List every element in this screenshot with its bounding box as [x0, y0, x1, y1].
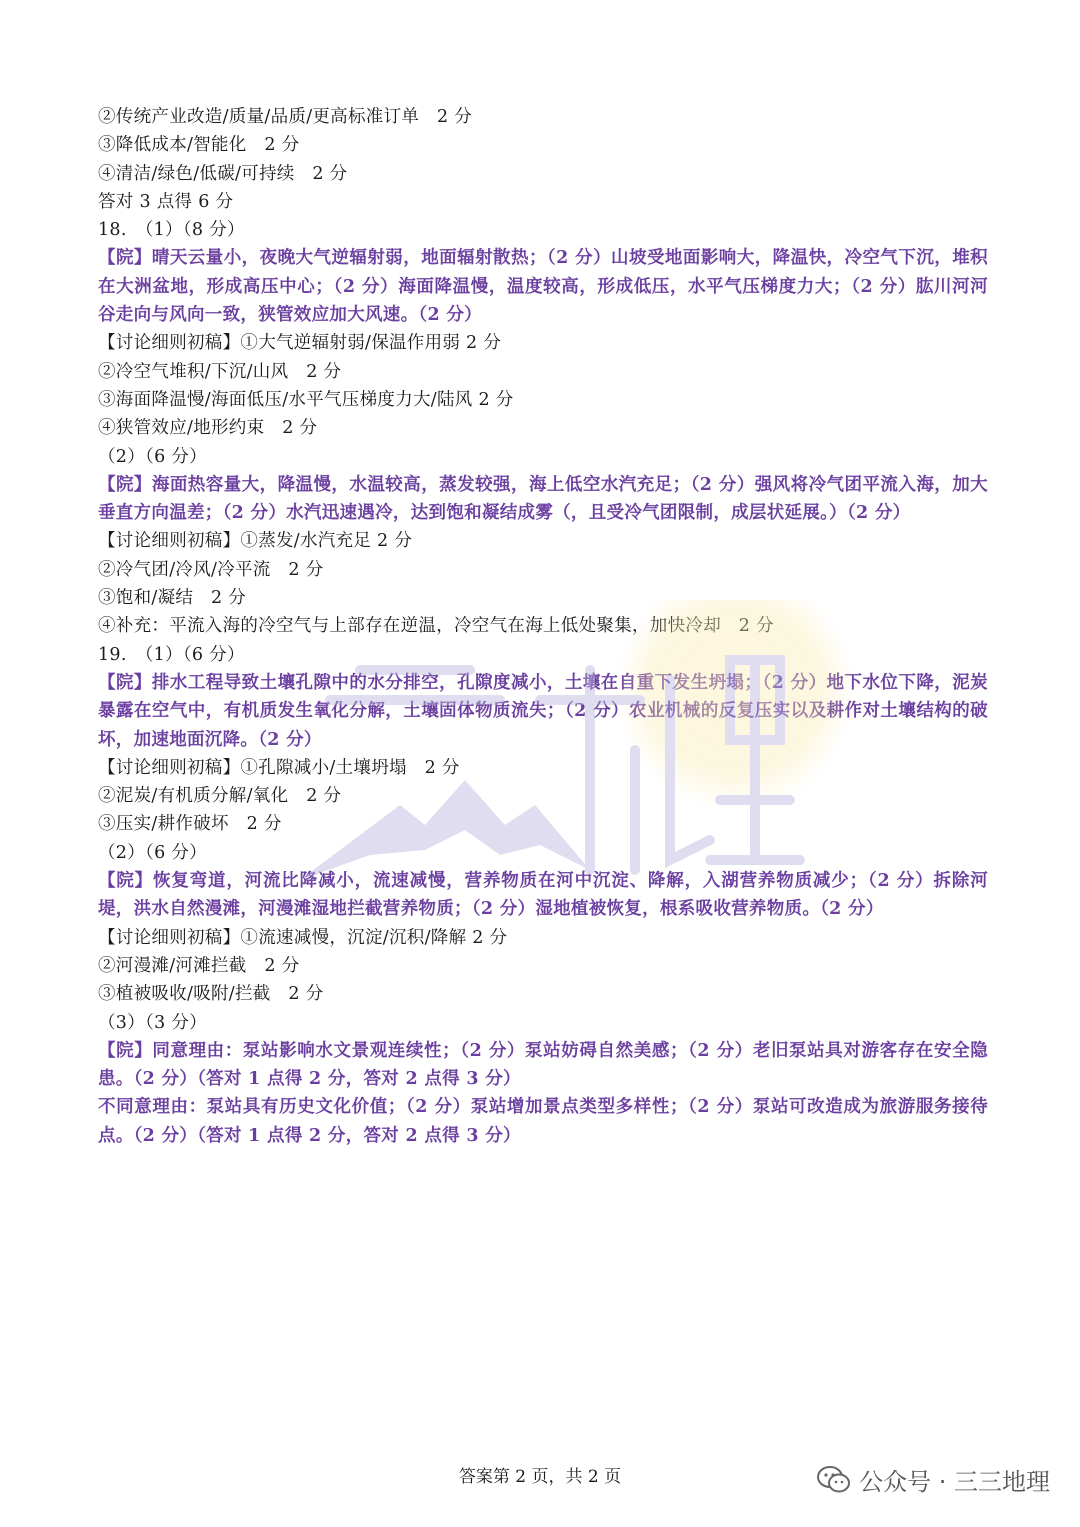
- text-line: ②冷空气堆积/下沉/山风 2 分: [98, 361, 342, 382]
- text-line: 18. （1）（8 分）: [98, 220, 245, 241]
- text-line: ④清洁/绿色/低碳/可持续 2 分: [98, 163, 348, 184]
- page-footer: 答案第 2 页，共 2 页: [458, 1467, 622, 1487]
- text-line: ④补充：平流入海的冷空气与上部存在逆温，冷空气在海上低处聚集，加快冷却 2 分: [98, 616, 774, 637]
- text-line: （2）（6 分）: [98, 446, 207, 467]
- text-line: ②传统产业改造/质量/品质/更高标准订单 2 分: [98, 107, 473, 127]
- answer-paragraph: 【院】晴天云量小，夜晚大气逆辐射弱，地面辐射散热；（2 分）山坡受地面影响大，降温快，冷空气下沉，堆积在大洲盆地，形成高压中心；（2 分）海面降温慢，温度较高，形成低压，水平气压梯度力大；（2 分）肱川河河谷走向与风向一致，狭管效应加大风速。（2 分）: [98, 248, 988, 326]
- text-line: ②泥炭/有机质分解/氧化 2 分: [98, 786, 342, 807]
- text-line: ③植被吸收/吸附/拦截 2 分: [98, 984, 324, 1005]
- text-line: ③饱和/凝结 2 分: [98, 588, 247, 609]
- watermark-text: 三三地理: [290, 600, 294, 601]
- text-line: ③海面降温慢/海面低压/水平气压梯度力大/陆风 2 分: [98, 389, 514, 410]
- text-line: 【讨论细则初稿】①大气逆辐射弱/保温作用弱 2 分: [98, 333, 502, 354]
- wechat-account-label: 公众号 · 三三地理: [859, 1468, 1050, 1496]
- answer-paragraph: 【院】同意理由：泵站影响水文景观连续性；（2 分）泵站妨碍自然美感；（2 分）老旧泵站具对游客存在安全隐患。（2 分）（答对 1 点得 2 分，答对 2 点得 3 分）: [98, 1040, 988, 1090]
- wechat-account-badge: [817, 1462, 1050, 1497]
- answer-paragraph: 【院】恢复弯道，河流比降减小，流速减慢，营养物质在河中沉淀、降解，入湖营养物质减少；（2 分）拆除河堤，洪水自然漫滩，河漫滩湿地拦截营养物质；（2 分）湿地植被恢复，根系吸收营养物质。（2 分）: [98, 871, 988, 920]
- text-line: 19. （1）（6 分）: [98, 644, 245, 665]
- text-line: ③压实/耕作破坏 2 分: [98, 814, 282, 835]
- text-line: ②河漫滩/河滩拦截 2 分: [98, 955, 300, 976]
- text-line: ②冷气团/冷风/冷平流 2 分: [98, 559, 324, 580]
- text-line: 【讨论细则初稿】①孔隙减小/土壤坍塌 2 分: [98, 757, 460, 778]
- text-line: （3）（3 分）: [98, 1012, 207, 1033]
- text-line: ④狭管效应/地形约束 2 分: [98, 418, 318, 439]
- answer-paragraph: 【院】排水工程导致土壤孔隙中的水分排空，孔隙度减小，土壤在自重下发生坍塌；（2 分）地下水位下降，泥炭暴露在空气中，有机质发生氧化分解，土壤固体物质流失；（2 分）农业机械的反复压实以及耕作对土壤结构的破坏，加速地面沉降。（2 分）: [98, 672, 988, 750]
- text-line: 【讨论细则初稿】①蒸发/水汽充足 2 分: [98, 531, 413, 552]
- text-line: ③降低成本/智能化 2 分: [98, 135, 300, 156]
- answer-document: [98, 103, 988, 1150]
- answer-paragraph: 不同意理由：泵站具有历史文化价值；（2 分）泵站增加景点类型多样性；（2 分）泵站可改造成为旅游服务接待点。（2 分）（答对 1 点得 2 分，答对 2 点得 3 分）: [98, 1097, 988, 1146]
- text-line: 答对 3 点得 6 分: [98, 191, 234, 212]
- wechat-icon: [817, 1465, 851, 1495]
- answer-paragraph: 【院】海面热容量大，降温慢，水温较高，蒸发较强，海上低空水汽充足；（2 分）强风将冷气团平流入海，加大垂直方向温差；（2 分）水汽迅速遇冷，达到饱和凝结成雾（，且受冷气团限制，成层状延展。）（2 分）: [98, 474, 988, 524]
- text-line: 【讨论细则初稿】①流速减慢，沉淀/沉积/降解 2 分: [98, 927, 508, 948]
- text-line: （2）（6 分）: [98, 842, 207, 863]
